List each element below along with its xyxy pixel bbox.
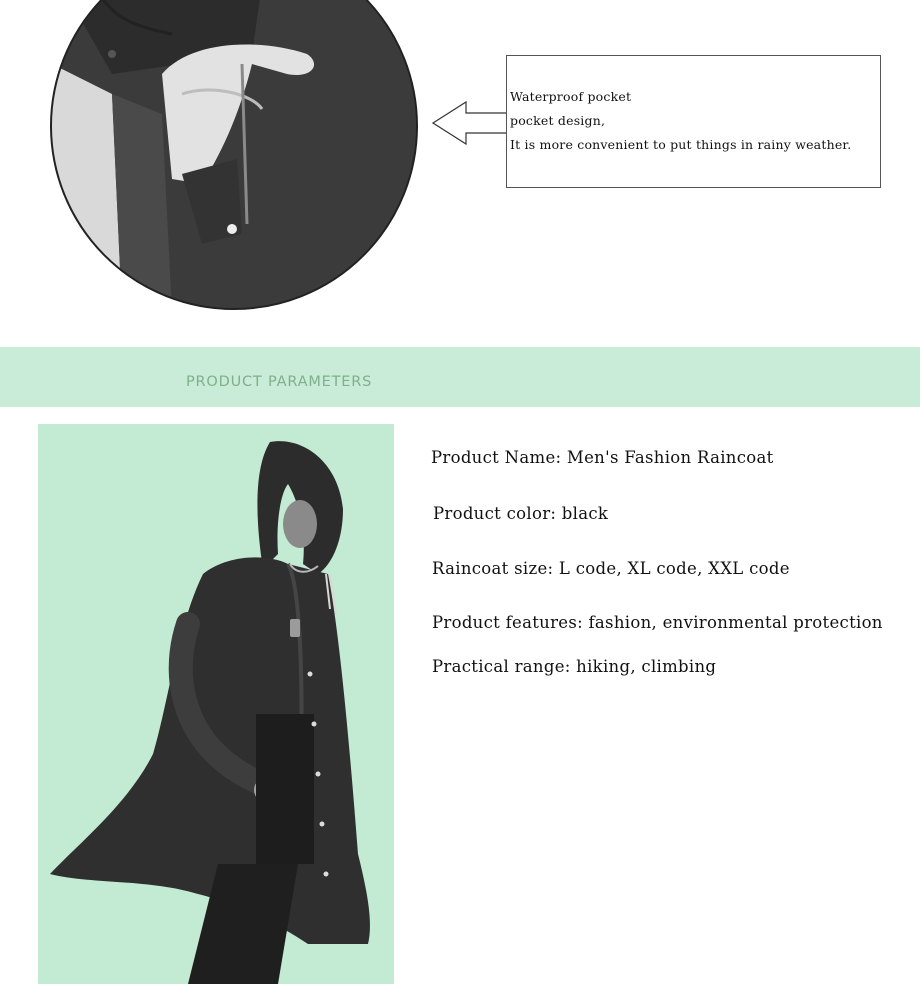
model-illustration [38,424,394,984]
callout-line-3: It is more convenient to put things in rainy weather. [510,137,852,152]
callout-line-1: Waterproof pocket [510,89,632,104]
callout-arrow-icon [432,100,510,146]
param-product-features: Product features: fashion, environmental protection [432,613,883,632]
pocket-detail-illustration [52,0,418,310]
param-raincoat-size: Raincoat size: L code, XL code, XXL code [432,559,790,578]
model-photo [38,424,394,984]
pocket-detail-image [50,0,418,310]
param-practical-range: Practical range: hiking, climbing [432,657,717,676]
parameters-banner [0,347,920,407]
banner-title: PRODUCT PARAMETERS [186,374,373,390]
callout-box [506,55,881,188]
param-product-name: Product Name: Men's Fashion Raincoat [431,448,774,467]
param-product-color: Product color: black [433,504,609,523]
callout-line-2: pocket design, [510,113,606,128]
